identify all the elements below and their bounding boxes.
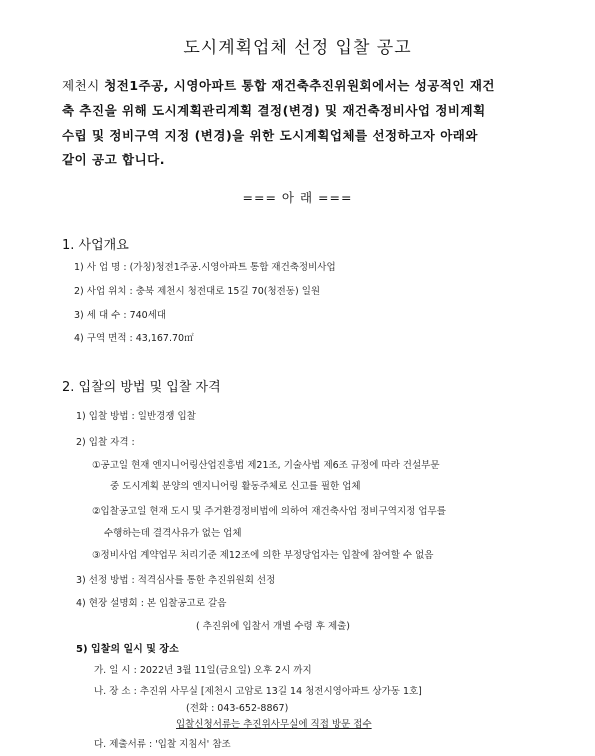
qualification-2-line-2: 수행하는데 결격사유가 없는 업체 <box>104 528 242 539</box>
notice-title: 도시계획업체 선정 입찰 공고 <box>183 38 412 58</box>
visit-submission-note: 입찰신청서류는 추진위사무실에 직접 방문 접수 <box>176 719 372 730</box>
intro-line-2: 축 추진을 위해 도시계획관리계획 결정(변경) 및 재건축정비사업 정비계획 <box>62 103 486 118</box>
qualification-2-line-1: ②입찰공고일 현재 도시 및 주거환경정비법에 의하여 재건축사업 정비구역지정 업무를 <box>92 506 446 517</box>
intro-line-1-bold: 청전1주공, 시영아파트 통합 재건축추진위원회에서는 성공적인 재건 <box>104 78 496 93</box>
intro-line-4: 같이 공고 합니다. <box>62 152 165 167</box>
schedule-heading: 5) 입찰의 일시 및 장소 <box>76 644 179 655</box>
qualification-3: ③정비사업 계약업무 처리기준 제12조에 의한 부정당업자는 입찰에 참여할 수 없음 <box>92 550 434 561</box>
intro-line-1 <box>62 76 495 94</box>
submission-documents: 다. 제출서류 : '입찰 지침서' 참조 <box>94 739 231 750</box>
section1-item-location: 2) 사업 위치 : 충북 제천시 청전대로 15길 70(청전동) 일원 <box>74 286 321 297</box>
intro-line-1-prefix: 제천시 <box>62 78 105 93</box>
section1-item-area: 4) 구역 면적 : 43,167.70㎡ <box>74 333 194 344</box>
bid-date: 가. 일 시 : 2022년 3월 11일(금요일) 오후 2시 까지 <box>94 665 312 676</box>
section2-heading: 2. 입찰의 방법 및 입찰 자격 <box>62 380 221 395</box>
section1-item-name: 1) 사 업 명 : (가칭)청전1주공.시영아파트 통합 재건축정비사업 <box>74 262 336 273</box>
qualification-1-line-1: ①공고일 현재 엔지니어링산업진흥법 제21조, 기술사법 제6조 규정에 따라 건설부문 <box>92 460 440 471</box>
section1-item-households: 3) 세 대 수 : 740세대 <box>74 310 167 321</box>
bid-place: 나. 장 소 : 추진위 사무실 [제천시 고암로 13길 14 청전시영아파트 상가동 1호] <box>94 686 422 697</box>
contact-phone: (전화 : 043-652-8867) <box>186 703 289 714</box>
intro-line-3: 수립 및 정비구역 지정 (변경)을 위한 도시계획업체를 선정하고자 아래와 <box>62 128 478 143</box>
bid-method: 1) 입찰 방법 : 일반경쟁 입찰 <box>76 411 196 422</box>
site-briefing: 4) 현장 설명회 : 본 입찰공고로 갈음 <box>76 598 227 609</box>
section1-heading: 1. 사업개요 <box>62 238 129 253</box>
center-mark: === 아 래 === <box>242 190 353 205</box>
selection-method: 3) 선정 방법 : 적격심사를 통한 추진위원회 선정 <box>76 575 276 586</box>
qualification-1-line-2: 중 도시계획 분양의 엔지니어링 활동주체로 신고를 필한 업체 <box>110 481 361 492</box>
bid-qualification: 2) 입찰 자격 : <box>76 437 135 448</box>
site-briefing-note: ( 추진위에 입찰서 개별 수령 후 제출) <box>196 621 351 632</box>
